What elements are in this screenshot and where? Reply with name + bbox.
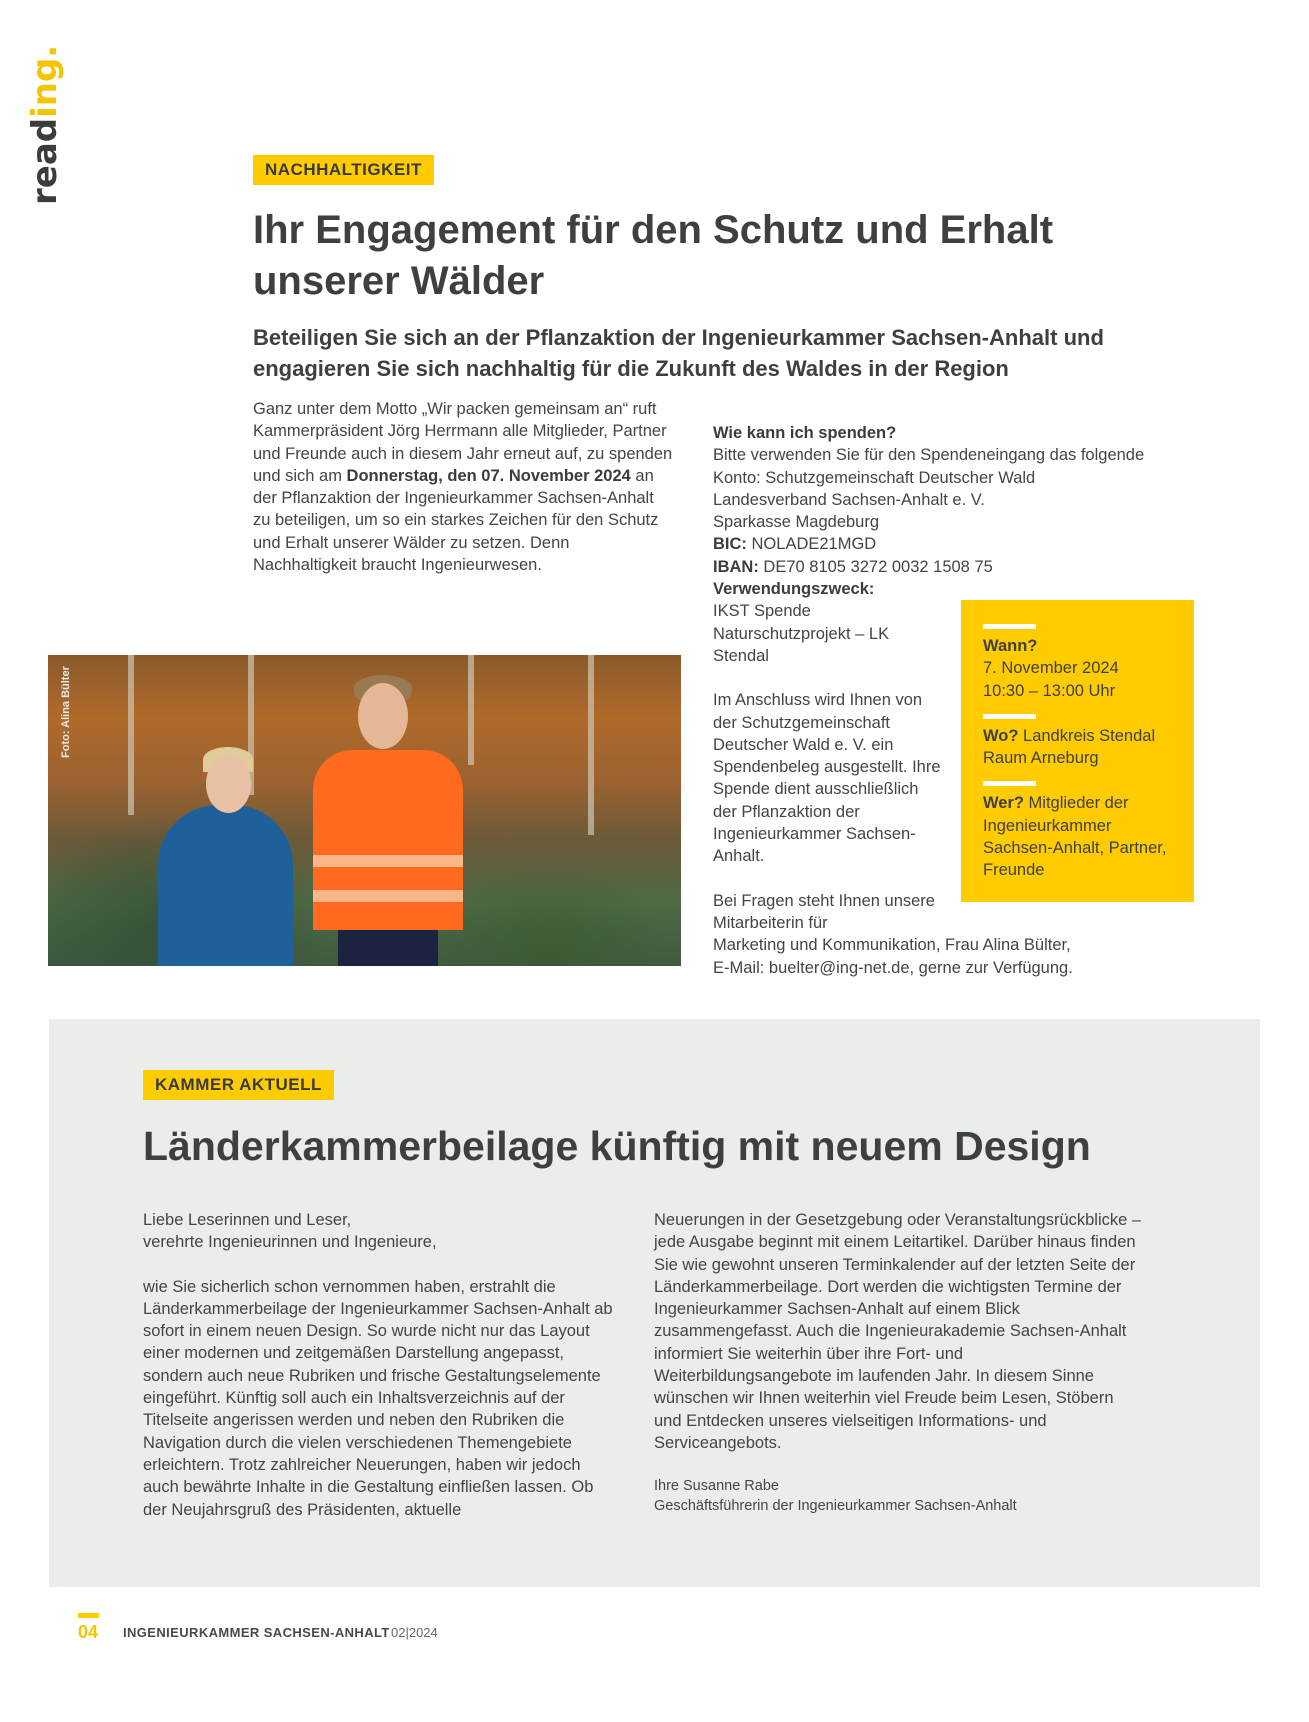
footer-accent-bar xyxy=(78,1613,99,1618)
when-date: 7. November 2024 xyxy=(983,659,1119,678)
forest-photo xyxy=(48,655,681,966)
person-legs xyxy=(338,930,438,966)
article2-body-right: Neuerungen in der Gesetzgebung oder Veranstaltungsrückblicke – jede Ausgabe beginnt mit einem Leitartikel. Darüber hinaus finden Sie wie gewohnt unseren Terminkalender auf der letzten Seite der Länderkammerbeilage. Dort werden die wichtigsten Termine der Ingenieurkammer Sachsen-Anhalt auf einem Blick zusammengefasst. Auch die Ingenieurakademie Sachsen-Anhalt informiert Sie weiterhin über ihre Fort- und Weiterbildungsangebote im laufenden Jahr. In diesem Sinne wünschen wir Ihnen weiterhin viel Freude beim Lesen, Stöbern und Entdecken unseres vielseitigen Informations- und Serviceangebots. xyxy=(654,1211,1142,1452)
magazine-logo xyxy=(20,44,80,210)
donate-heading: Wie kann ich spenden? xyxy=(713,424,897,442)
intro-text: Ganz unter dem Motto „Wir packen gemeinsam an“ ruft Kammerpräsident Jörg Herrmann alle Mitglieder, Partner und Freunde auch in diesem Jahr erneut auf, zu spenden und sich am xyxy=(253,400,673,485)
event-infobox xyxy=(961,600,1194,902)
photo-tree xyxy=(588,655,594,835)
info-where xyxy=(983,725,1172,770)
receipt-text: Im Anschluss wird Ihnen von der Schutzgemeinschaft Deutscher Wald e. V. ein Spendenbeleg ausgestellt. Ihre Spende dient ausschließlich der Pflanzaktion der Ingenieurkammer Sachsen-Anhalt. xyxy=(713,691,941,866)
iban-label: IBAN: xyxy=(713,557,759,576)
info-who xyxy=(983,792,1172,881)
greeting-line: verehrte Ingenieurinnen und Ingenieure, xyxy=(143,1233,437,1252)
photo-tree xyxy=(468,655,474,765)
article-title: Ihr Engagement für den Schutz und Erhalt unserer Wälder xyxy=(253,208,1054,303)
bic-value: NOLADE21MGD xyxy=(751,535,877,554)
bic-label: BIC: xyxy=(713,535,747,554)
person-face xyxy=(206,755,251,813)
divider xyxy=(983,714,1036,719)
contact-text-2: Marketing und Kommunikation, Frau Alina Bülter, xyxy=(713,936,1071,955)
greeting-line: Liebe Leserinnen und Leser, xyxy=(143,1211,352,1229)
photo-credit: Foto: Alina Bülter xyxy=(60,666,72,758)
when-time: 10:30 – 13:00 Uhr xyxy=(983,681,1116,700)
donate-text: Bitte verwenden Sie für den Spendeneingang das folgende Konto: Schutzgemeinschaft Deutscher Wald Landesverband Sachsen-Anhalt e. V. xyxy=(713,446,1145,509)
logo-text-accent: ing. xyxy=(25,44,65,118)
category-tag-sustainability: NACHHALTIGKEIT xyxy=(253,155,434,185)
reflective-stripe xyxy=(313,855,463,867)
purpose-label: Verwendungszweck: xyxy=(713,580,875,599)
signature-name: Ihre Susanne Rabe xyxy=(654,1478,779,1495)
contact-email-line[interactable]: E-Mail: buelter@ing-net.de, gerne zur Verfügung. xyxy=(713,958,1073,977)
intro-date: Donnerstag, den 07. November 2024 xyxy=(346,466,631,485)
who-label: Wer? xyxy=(983,794,1024,813)
divider xyxy=(983,624,1036,629)
bic-row xyxy=(713,533,1153,555)
reflective-stripe xyxy=(313,890,463,902)
iban-row xyxy=(713,556,1153,578)
article2-body-left: wie Sie sicherlich schon vernommen haben, erstrahlt die Länderkammerbeilage der Ingenieurkammer Sachsen-Anhalt ab sofort in einem neuen Design. So wurde nicht nur das Layout einer modernen und zeitgemäßen Darstellung angepasst, sondern auch neue Rubriken und frische Gestaltungselemente eingeführt. Künftig soll auch ein Inhaltsverzeichnis auf der Titelseite angerissen werden und neben den Rubriken die Navigation durch die vielen verschiedenen Themengebiete erleichtern. Trotz zahlreicher Neuerungen, haben wir jedoch auch bewährte Inhalte in die Gestaltung einfließen lassen. Ob der Neujahrsgruß des Präsidenten, aktuelle xyxy=(143,1277,613,1519)
article2-left-column xyxy=(143,1209,613,1521)
where-value: Landkreis Stendal Raum Arneburg xyxy=(983,726,1156,768)
article2-right-column xyxy=(654,1209,1144,1516)
when-label: Wann? xyxy=(983,637,1038,655)
intro-text-end: an der Pflanzaktion der Ingenieurkammer Sachsen-Anhalt zu beteiligen, um so ein starkes Zeichen für den Schutz und Erhalt unserer Wälder zu setzen. Denn Nachhaltigkeit braucht Ingenieurwesen. xyxy=(253,466,659,575)
article-intro xyxy=(253,398,673,576)
divider xyxy=(983,781,1036,786)
signature xyxy=(654,1476,1144,1516)
logo-text-dark: read xyxy=(25,117,65,205)
bank-name: Sparkasse Magdeburg xyxy=(713,513,880,532)
category-tag-chamber-news: KAMMER AKTUELL xyxy=(143,1070,334,1100)
footer-issue: 02|2024 xyxy=(391,1625,438,1640)
who-value: Mitglieder der Ingenieurkammer Sachsen-Anhalt, Partner, Freunde xyxy=(983,794,1167,880)
person-orange-jacket xyxy=(313,750,463,930)
article-title-2: Länderkammerbeilage künftig mit neuem Design xyxy=(143,1123,1091,1169)
contact-text: Bei Fragen steht Ihnen unsere Mitarbeiterin für xyxy=(713,891,935,932)
photo-tree xyxy=(128,655,134,815)
article-subtitle: Beteiligen Sie sich an der Pflanzaktion der Ingenieurkammer Sachsen-Anhalt und engagieren Sie sich nachhaltig für die Zukunft des Waldes in der Region xyxy=(253,325,1104,381)
person-blue-jacket xyxy=(158,805,293,966)
person-face xyxy=(358,683,408,749)
where-label: Wo? xyxy=(983,726,1019,745)
info-when xyxy=(983,635,1172,702)
purpose-value: IKST Spende Naturschutzprojekt – LK Stendal xyxy=(713,602,890,665)
signature-role: Geschäftsführerin der Ingenieurkammer Sachsen-Anhalt xyxy=(654,1498,1017,1515)
page-number: 04 xyxy=(78,1622,99,1642)
footer-organization: INGENIEURKAMMER SACHSEN-ANHALT xyxy=(123,1625,390,1640)
iban-value: DE70 8105 3272 0032 1508 75 xyxy=(763,557,993,576)
